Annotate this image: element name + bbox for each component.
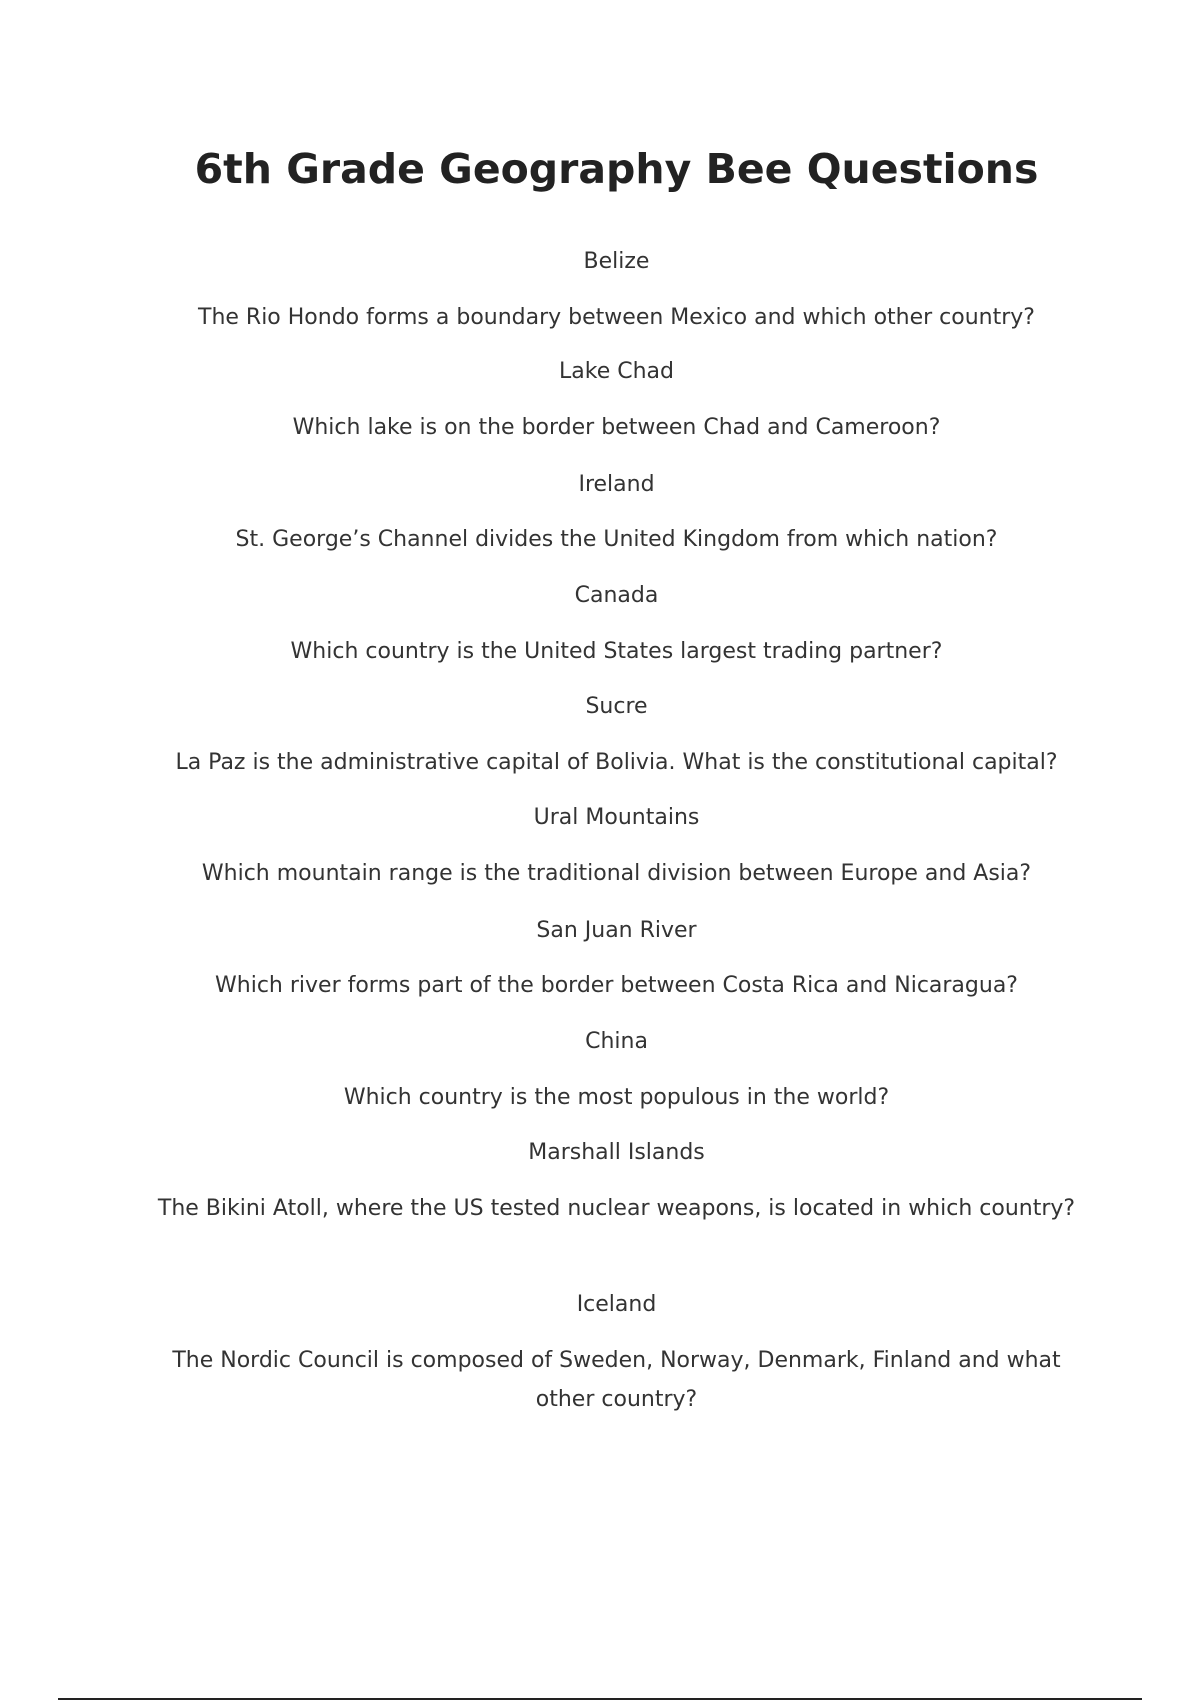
question-text: The Rio Hondo forms a boundary between Mexico and which other country? [198, 305, 1035, 330]
question-text: Which country is the most populous in the world? [343, 1085, 890, 1110]
answer-text: San Juan River [536, 918, 697, 943]
answer-text: Sucre [585, 694, 648, 719]
question-text: St. George’s Channel divides the United Kingdom from which nation? [235, 527, 998, 552]
question-text: Which country is the United States largest trading partner? [290, 639, 943, 664]
answer-text: Iceland [576, 1292, 657, 1317]
answer-text: Lake Chad [559, 359, 674, 384]
question-text: Which lake is on the border between Chad and Cameroon? [292, 415, 941, 440]
question-text: Which river forms part of the border between Costa Rica and Nicaragua? [215, 973, 1018, 998]
question-text: The Bikini Atoll, where the US tested nuclear weapons, is located in which country? [157, 1196, 1076, 1221]
answer-text: Marshall Islands [528, 1140, 705, 1165]
answer-text: China [585, 1029, 648, 1054]
question-text: The Nordic Council is composed of Sweden, Norway, Denmark, Finland and what other country? [172, 1348, 1061, 1412]
answer-text: Canada [574, 583, 659, 608]
question-text: Which mountain range is the traditional division between Europe and Asia? [201, 861, 1032, 886]
answer-text: Belize [583, 249, 650, 274]
answer-text: Ural Mountains [533, 805, 700, 830]
question-text: La Paz is the administrative capital of Bolivia. What is the constitutional capital? [175, 750, 1058, 775]
page-title: 6th Grade Geography Bee Questions [194, 145, 1039, 193]
answer-text: Ireland [578, 472, 655, 497]
